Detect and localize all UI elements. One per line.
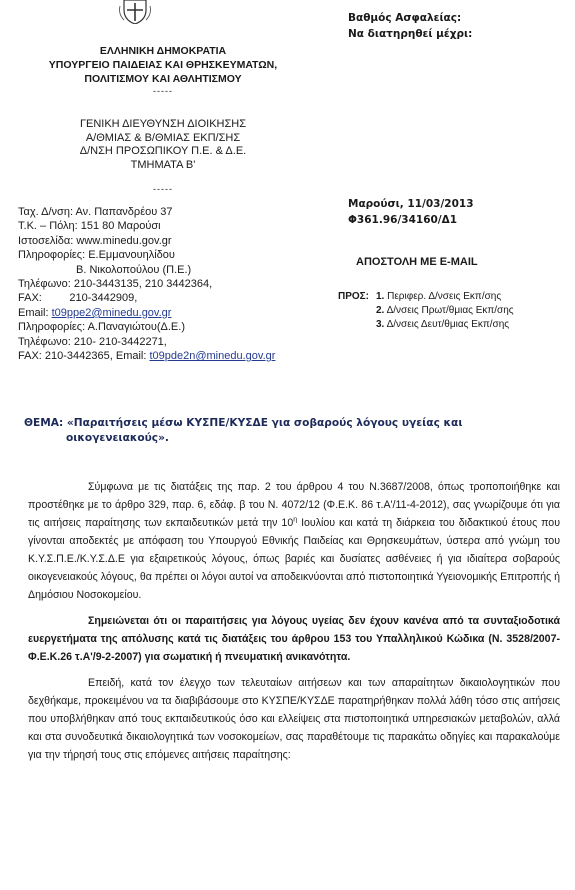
paragraph-1-part-b: Ιουλίου και κατά τη διάρκεια του διδακτικού έτους που γίνονται αποδεκτές με απόφαση του Υπουργού Εθνικής Παιδείας και Θρησκευμάτων, ύστερα από γνώμη του Κ.Υ.Σ.Π.Ε./Κ.Υ.Σ.Δ.Ε για εξαιρετικούς λόγους, όπως βαριές και δυσίατες ασθένειες ή για ιδιαίτερα σοβαρούς οικογενειακούς λόγους, θα πρέπει οι λόγοι αυτοί να αποδεικνύονται από πιστοποιητικά Υγειονομικής Επιτροπής ή Δημόσιου Νοσοκομείου. [28, 517, 560, 601]
fax-email-row-2 [18, 349, 318, 363]
recipient-text: Δ/νσεις Πρωτ/θμιας Εκπ/σης [386, 305, 514, 316]
ministry-header [48, 44, 278, 97]
info-contact-1: Πληροφορίες: Ε.Εμμανουηλίδου [18, 249, 175, 262]
recipient-number: 1. [376, 291, 385, 302]
subject-line [24, 416, 554, 446]
fax-2: FAX: 210-3442365, Email: [18, 350, 150, 363]
security-block [348, 10, 472, 42]
paragraph-3: Επειδή, κατά τον έλεγχο των τελευταίων αιτήσεων και των απαραίτητων δικαιολογητικών που δεχθήκαμε, προκειμένου να τα διαβιβάσουμε στο ΚΥΣΠΕ/ΚΥΣΔΕ παρατηρήθηκαν πολλά λάθη τόσο στις αιτήσεις που υποβλήθηκαν από τους εκπαιδευτικούς όσο και ελλείψεις στα πιστοποιητικά υπηρεσιακών μεταβολών, αλλά και στα συνοδευτικά δικαιολογητικά των νοσοκομείων, σας παραθέτουμε τις παρακάτω οδηγίες και παρακαλούμε για την τήρησή τους στις επόμενες αιτήσεις παραίτησης: [28, 677, 560, 761]
recipient-text: Δ/νσεις Δευτ/θμιας Εκπ/σης [386, 319, 510, 330]
greek-emblem-icon [118, 0, 152, 24]
phone-1: Τηλέφωνο: 210-3443135, 210 3442364, [18, 278, 213, 291]
directorate-block [48, 118, 278, 195]
recipient-text: Περιφερ. Δ/νσεις Εκπ/σης [387, 291, 502, 302]
paragraph-2: Σημειώνεται ότι οι παραιτήσεις για λόγους υγείας δεν έχουν κανένα από τα συνταξιοδοτικά ευεργετήματα της απόλυσης κατά τις διατάξεις του άρθρου 153 του Υπαλληλικού Κώδικα (Ν. 3528/2007-Φ.Ε.Κ.26 τ.Α'/9-2-2007) για σωματική ή πνευματική ανικανότητα. [28, 615, 560, 663]
recipients-block [338, 290, 514, 332]
ordinal-superscript: η [293, 516, 298, 524]
subject-text-2: οικογενειακούς». [66, 432, 169, 444]
directorate-line: Δ/ΝΣΗ ΠΡΟΣΩΠΙΚΟΥ Π.Ε. & Δ.Ε. [79, 145, 247, 157]
address: Ταχ. Δ/νση: Αν. Παπανδρέου 37 [18, 206, 173, 218]
protocol-number: Φ361.96/34160/Δ1 [348, 214, 458, 226]
paragraph-1-part-a: Σύμφωνα με τις διατάξεις της παρ. 2 του άρθρου 4 του Ν.3687/2008, όπως τροποποιήθηκε και προστέθηκε με το άρθρο 329, παρ. 6, εδάφ. β του Ν. 4072/12 (Φ.Ε.Κ. 86 τ.Α'/11-4-2012), σας γνωρίζουμε ότι για τις αιτήσεις παραίτησης των εκπαιδευτικών μετά την 10 [28, 481, 560, 529]
fax-1: FAX: 210-3442909, [18, 292, 138, 305]
email-link-1[interactable]: t09ppe2@minedu.gov.gr [51, 306, 172, 319]
paragraph-1 [28, 478, 560, 604]
directorate-line: ΓΕΝΙΚΗ ΔΙΕΥΘΥΝΣΗ ΔΙΟΙΚΗΣΗΣ [79, 118, 247, 130]
info-contact-2: Πληροφορίες: Α.Παναγιώτου(Δ.Ε.) [18, 321, 185, 334]
letter-body [28, 478, 560, 772]
recipient-item [338, 290, 514, 304]
recipient-item [338, 318, 514, 332]
email-dispatch-title: ΑΠΟΣΤΟΛΗ ΜΕ E-MAIL [356, 256, 478, 268]
email-row-1 [18, 306, 318, 320]
separator: ----- [153, 86, 173, 96]
subject-label: ΘΕΜΑ: [24, 417, 64, 429]
separator: ----- [153, 184, 173, 194]
org-line: ΥΠΟΥΡΓΕΙΟ ΠΑΙΔΕΙΑΣ ΚΑΙ ΘΡΗΣΚΕΥΜΑΤΩΝ, [48, 59, 278, 71]
directorate-line: Α/ΘΜΙΑΣ & Β/ΘΜΙΑΣ ΕΚΠ/ΣΗΣ [85, 131, 241, 144]
info-contact-1-second: Β. Νικολοπούλου (Π.Ε.) [76, 263, 192, 276]
to-label: ΠΡΟΣ: [338, 291, 370, 302]
website: Ιστοσελίδα: www.minedu.gov.gr [18, 234, 172, 247]
org-line: ΕΛΛΗΝΙΚΗ ΔΗΜΟΚΡΑΤΙΑ [99, 45, 227, 57]
date-protocol-block [348, 196, 474, 228]
email-label: Email: [18, 306, 52, 319]
recipient-item [338, 304, 514, 318]
org-line: ΠΟΛΙΤΙΣΜΟΥ ΚΑΙ ΑΘΛΗΤΙΣΜΟΥ [84, 73, 242, 85]
document-date: Μαρούσι, 11/03/2013 [348, 198, 474, 210]
retention-label: Να διατηρηθεί μέχρι: [348, 28, 473, 40]
email-link-2[interactable]: t09pde2n@minedu.gov.gr [149, 350, 276, 363]
recipient-number: 3. [376, 319, 385, 330]
postal-code: Τ.Κ. – Πόλη: 151 80 Μαρούσι [18, 220, 161, 233]
contact-info [18, 205, 318, 363]
phone-2: Τηλέφωνο: 210- 210-3442271, [18, 335, 167, 348]
recipient-number: 2. [376, 305, 385, 316]
subject-text-1: «Παραιτήσεις μέσω ΚΥΣΠΕ/ΚΥΣΔΕ για σοβαρούς λόγους υγείας και [63, 417, 463, 429]
security-level-label: Βαθμός Ασφαλείας: [348, 12, 462, 24]
directorate-line: ΤΜΗΜΑΤΑ Β' [130, 158, 196, 171]
